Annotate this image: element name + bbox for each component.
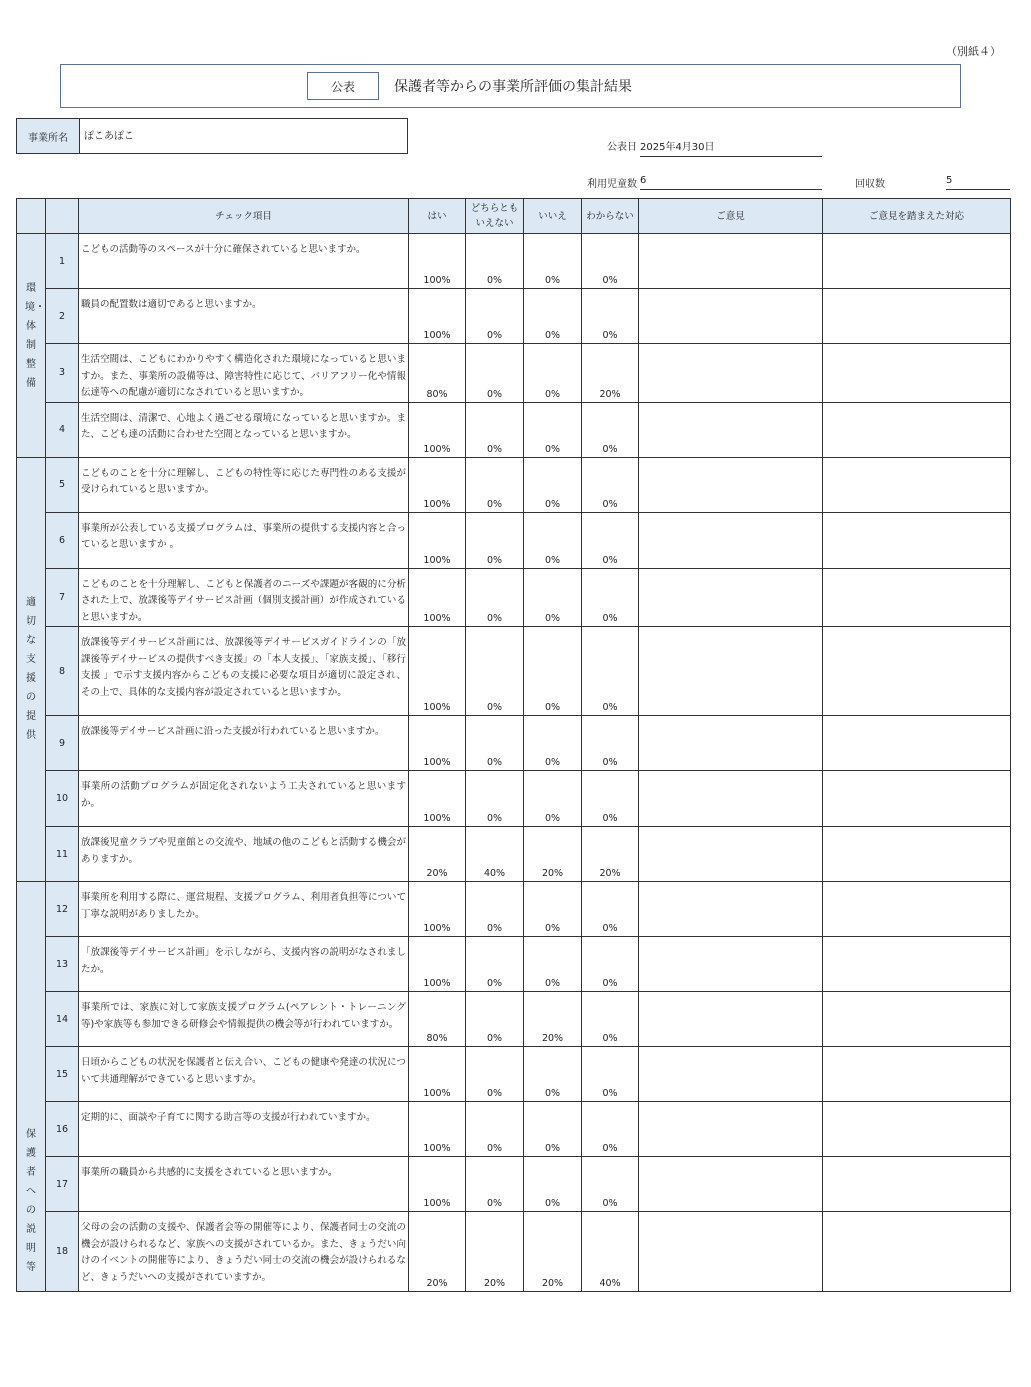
unknown-percent: 0%	[582, 512, 639, 568]
unknown-percent: 0%	[582, 457, 639, 512]
opinion-cell[interactable]	[639, 882, 823, 937]
table-row	[17, 1047, 1011, 1102]
item-number: 18	[46, 1212, 79, 1292]
table-row	[17, 344, 1011, 403]
check-item-text: 事業所では、家族に対して家族支援プログラム(ペアレント・トレーニング等)や家族等も参加できる研修会や情報提供の機会等が行われていますか。	[79, 992, 409, 1047]
yes-percent: 80%	[409, 344, 466, 403]
unknown-percent: 0%	[582, 234, 639, 289]
response-count-value: 5	[946, 175, 1010, 190]
item-number: 4	[46, 402, 79, 457]
no-percent: 0%	[524, 234, 582, 289]
check-item-text: こどもの活動等のスペースが十分に確保されていると思いますか。	[79, 234, 409, 289]
publication-date-label: 公表日	[607, 142, 637, 153]
opinion-cell[interactable]	[639, 992, 823, 1047]
unknown-percent: 0%	[582, 992, 639, 1047]
header-response: ご意見を踏まえた対応	[823, 199, 1011, 234]
no-percent: 0%	[524, 627, 582, 716]
yes-percent: 80%	[409, 992, 466, 1047]
yes-percent: 100%	[409, 771, 466, 827]
no-percent: 20%	[524, 827, 582, 882]
unknown-percent: 0%	[582, 1102, 639, 1157]
unknown-percent: 20%	[582, 344, 639, 403]
check-item-text: 事業所を利用する際に、運営規程、支援プログラム、利用者負担等について丁寧な説明がありましたか。	[79, 882, 409, 937]
item-number: 12	[46, 882, 79, 937]
table-row	[17, 234, 1011, 289]
no-percent: 0%	[524, 512, 582, 568]
response-cell[interactable]	[823, 1102, 1011, 1157]
unknown-percent: 0%	[582, 289, 639, 344]
response-cell[interactable]	[823, 289, 1011, 344]
no-percent: 0%	[524, 882, 582, 937]
table-row	[17, 289, 1011, 344]
no-percent: 0%	[524, 568, 582, 627]
publication-date-value: 2025年4月30日	[640, 138, 822, 157]
category-cell	[17, 882, 46, 1292]
table-row	[17, 992, 1011, 1047]
publish-badge: 公表	[307, 72, 379, 100]
office-name-label: 事業所名	[17, 119, 80, 153]
response-cell[interactable]	[823, 512, 1011, 568]
no-percent: 0%	[524, 771, 582, 827]
response-cell[interactable]	[823, 716, 1011, 771]
opinion-cell[interactable]	[639, 627, 823, 716]
opinion-cell[interactable]	[639, 568, 823, 627]
item-number: 13	[46, 937, 79, 992]
response-cell[interactable]	[823, 344, 1011, 403]
opinion-cell[interactable]	[639, 937, 823, 992]
unknown-percent: 0%	[582, 1047, 639, 1102]
table-row	[17, 1157, 1011, 1212]
user-count-label: 利用児童数	[587, 179, 637, 190]
neither-percent: 20%	[466, 1212, 524, 1292]
item-number: 3	[46, 344, 79, 403]
item-number: 2	[46, 289, 79, 344]
neither-percent: 0%	[466, 882, 524, 937]
no-percent: 20%	[524, 1212, 582, 1292]
yes-percent: 100%	[409, 234, 466, 289]
opinion-cell[interactable]	[639, 1157, 823, 1212]
header-category	[17, 199, 46, 234]
table-row	[17, 771, 1011, 827]
no-percent: 0%	[524, 1047, 582, 1102]
check-item-text: 父母の会の活動の支援や、保護者会等の開催等により、保護者同士の交流の機会が設けられるなど、家族への支援がされているか。また、きょうだい向けのイベントの開催等により、きょうだい同士の交流の機会が設けられるなど、きょうだいへの支援がされていますか。	[79, 1212, 409, 1292]
response-count-label: 回収数	[855, 179, 885, 190]
check-item-text: 生活空間は、清潔で、心地よく過ごせる環境になっていると思いますか。また、こども達の活動に合わせた空間となっていると思いますか。	[79, 402, 409, 457]
page-title: 保護者等からの事業所評価の集計結果	[394, 79, 632, 95]
no-percent: 20%	[524, 992, 582, 1047]
neither-percent: 0%	[466, 937, 524, 992]
no-percent: 0%	[524, 457, 582, 512]
office-name-box	[16, 118, 408, 154]
header-check-item: チェック項目	[79, 199, 409, 234]
neither-percent: 0%	[466, 716, 524, 771]
item-number: 6	[46, 512, 79, 568]
neither-percent: 40%	[466, 827, 524, 882]
check-item-text: 放課後等デイサービス計画には、放課後等デイサービスガイドラインの「放課後等デイサービスの提供すべき支援」の「本人支援」、「家族支援」、「移行支援 」で示す支援内容からこどもの支援に必要な項目が適切に設定され、その上で、具体的な支援内容が設定されていると思いますか。	[79, 627, 409, 716]
item-number: 14	[46, 992, 79, 1047]
yes-percent: 100%	[409, 512, 466, 568]
opinion-cell[interactable]	[639, 1047, 823, 1102]
evaluation-table	[16, 198, 1011, 1292]
neither-percent: 0%	[466, 234, 524, 289]
check-item-text: 職員の配置数は適切であると思いますか。	[79, 289, 409, 344]
response-cell[interactable]	[823, 234, 1011, 289]
no-percent: 0%	[524, 289, 582, 344]
yes-percent: 100%	[409, 627, 466, 716]
table-row	[17, 568, 1011, 627]
unknown-percent: 0%	[582, 937, 639, 992]
check-item-text: 日頃からこどもの状況を保護者と伝え合い、こどもの健康や発達の状況について共通理解ができていると思いますか。	[79, 1047, 409, 1102]
item-number: 8	[46, 627, 79, 716]
yes-percent: 100%	[409, 457, 466, 512]
no-percent: 0%	[524, 716, 582, 771]
response-cell[interactable]	[823, 402, 1011, 457]
unknown-percent: 0%	[582, 716, 639, 771]
item-number: 10	[46, 771, 79, 827]
table-row	[17, 402, 1011, 457]
neither-percent: 0%	[466, 289, 524, 344]
yes-percent: 100%	[409, 937, 466, 992]
unknown-percent: 40%	[582, 1212, 639, 1292]
table-row	[17, 882, 1011, 937]
table-row	[17, 937, 1011, 992]
yes-percent: 100%	[409, 716, 466, 771]
header-no: いいえ	[524, 199, 582, 234]
check-item-text: 放課後児童クラブや児童館との交流や、地域の他のこどもと活動する機会がありますか。	[79, 827, 409, 882]
neither-percent: 0%	[466, 568, 524, 627]
unknown-percent: 0%	[582, 568, 639, 627]
header-unknown: わからない	[582, 199, 639, 234]
item-number: 9	[46, 716, 79, 771]
response-cell[interactable]	[823, 827, 1011, 882]
item-number: 1	[46, 234, 79, 289]
check-item-text: 定期的に、面談や子育てに関する助言等の支援が行われていますか。	[79, 1102, 409, 1157]
opinion-cell[interactable]	[639, 827, 823, 882]
check-item-text: 「放課後等デイサービス計画」を示しながら、支援内容の説明がなされましたか。	[79, 937, 409, 992]
yes-percent: 100%	[409, 568, 466, 627]
table-row	[17, 827, 1011, 882]
neither-percent: 0%	[466, 1157, 524, 1212]
unknown-percent: 0%	[582, 882, 639, 937]
opinion-cell[interactable]	[639, 716, 823, 771]
no-percent: 0%	[524, 1157, 582, 1212]
table-row	[17, 627, 1011, 716]
category-label: 保護者への説明等	[26, 1129, 36, 1273]
response-cell[interactable]	[823, 992, 1011, 1047]
opinion-cell[interactable]	[639, 344, 823, 403]
response-cell[interactable]	[823, 1157, 1011, 1212]
attachment-note: （別紙４）	[946, 45, 1001, 58]
check-item-text: 事業所の活動プログラムが固定化されないよう工夫されていると思いますか。	[79, 771, 409, 827]
neither-percent: 0%	[466, 1047, 524, 1102]
user-count-value: 6	[640, 175, 822, 190]
check-item-text: 生活空間は、こどもにわかりやすく構造化された環境になっていると思いますか。また、事業所の設備等は、障害特性に応じて、バリアフリー化や情報伝達等への配慮が適切になされていると思いますか。	[79, 344, 409, 403]
yes-percent: 100%	[409, 289, 466, 344]
check-item-text: こどものことを十分に理解し、こどもの特性等に応じた専門性のある支援が受けられていると思いますか。	[79, 457, 409, 512]
neither-percent: 0%	[466, 402, 524, 457]
item-number: 17	[46, 1157, 79, 1212]
yes-percent: 100%	[409, 1157, 466, 1212]
neither-percent: 0%	[466, 457, 524, 512]
table-header-row	[17, 199, 1011, 234]
check-item-text: 放課後等デイサービス計画に沿った支援が行われていると思いますか。	[79, 716, 409, 771]
yes-percent: 100%	[409, 1102, 466, 1157]
category-label: 環境・体制整備	[25, 283, 45, 389]
header-neither: どちらとも いえない	[466, 199, 524, 234]
check-item-text: 事業所が公表している支援プログラムは、事業所の提供する支援内容と合っていると思いますか 。	[79, 512, 409, 568]
category-cell	[17, 457, 46, 882]
neither-percent: 0%	[466, 627, 524, 716]
neither-percent: 0%	[466, 344, 524, 403]
item-number: 16	[46, 1102, 79, 1157]
response-cell[interactable]	[823, 627, 1011, 716]
item-number: 11	[46, 827, 79, 882]
item-number: 15	[46, 1047, 79, 1102]
opinion-cell[interactable]	[639, 512, 823, 568]
response-cell[interactable]	[823, 937, 1011, 992]
yes-percent: 100%	[409, 882, 466, 937]
yes-percent: 20%	[409, 1212, 466, 1292]
unknown-percent: 20%	[582, 827, 639, 882]
check-item-text: 事業所の職員から共感的に支援をされていると思いますか。	[79, 1157, 409, 1212]
no-percent: 0%	[524, 344, 582, 403]
unknown-percent: 0%	[582, 402, 639, 457]
office-name-value: ぽこあぽこ	[84, 131, 134, 142]
yes-percent: 20%	[409, 827, 466, 882]
unknown-percent: 0%	[582, 1157, 639, 1212]
table-row	[17, 457, 1011, 512]
response-cell[interactable]	[823, 568, 1011, 627]
item-number: 5	[46, 457, 79, 512]
response-cell[interactable]	[823, 457, 1011, 512]
table-row	[17, 1212, 1011, 1292]
category-cell	[17, 234, 46, 458]
table-row	[17, 1102, 1011, 1157]
header-opinion: ご意見	[639, 199, 823, 234]
unknown-percent: 0%	[582, 627, 639, 716]
neither-percent: 0%	[466, 512, 524, 568]
neither-percent: 0%	[466, 992, 524, 1047]
header-yes: はい	[409, 199, 466, 234]
response-cell[interactable]	[823, 771, 1011, 827]
opinion-cell[interactable]	[639, 1102, 823, 1157]
response-cell[interactable]	[823, 1212, 1011, 1292]
item-number: 7	[46, 568, 79, 627]
response-cell[interactable]	[823, 1047, 1011, 1102]
opinion-cell[interactable]	[639, 402, 823, 457]
no-percent: 0%	[524, 402, 582, 457]
opinion-cell[interactable]	[639, 234, 823, 289]
header-number	[46, 199, 79, 234]
no-percent: 0%	[524, 1102, 582, 1157]
yes-percent: 100%	[409, 1047, 466, 1102]
check-item-text: こどものことを十分理解し、こどもと保護者のニーズや課題が客観的に分析された上で、放課後等デイサービス計画（個別支援計画）が作成されていると思いますか。	[79, 568, 409, 627]
opinion-cell[interactable]	[639, 771, 823, 827]
yes-percent: 100%	[409, 402, 466, 457]
neither-percent: 0%	[466, 771, 524, 827]
opinion-cell[interactable]	[639, 457, 823, 512]
category-label: 適切な支援の提供	[26, 597, 36, 742]
neither-percent: 0%	[466, 1102, 524, 1157]
response-cell[interactable]	[823, 882, 1011, 937]
table-row	[17, 512, 1011, 568]
no-percent: 0%	[524, 937, 582, 992]
table-row	[17, 716, 1011, 771]
opinion-cell[interactable]	[639, 1212, 823, 1292]
unknown-percent: 0%	[582, 771, 639, 827]
opinion-cell[interactable]	[639, 289, 823, 344]
